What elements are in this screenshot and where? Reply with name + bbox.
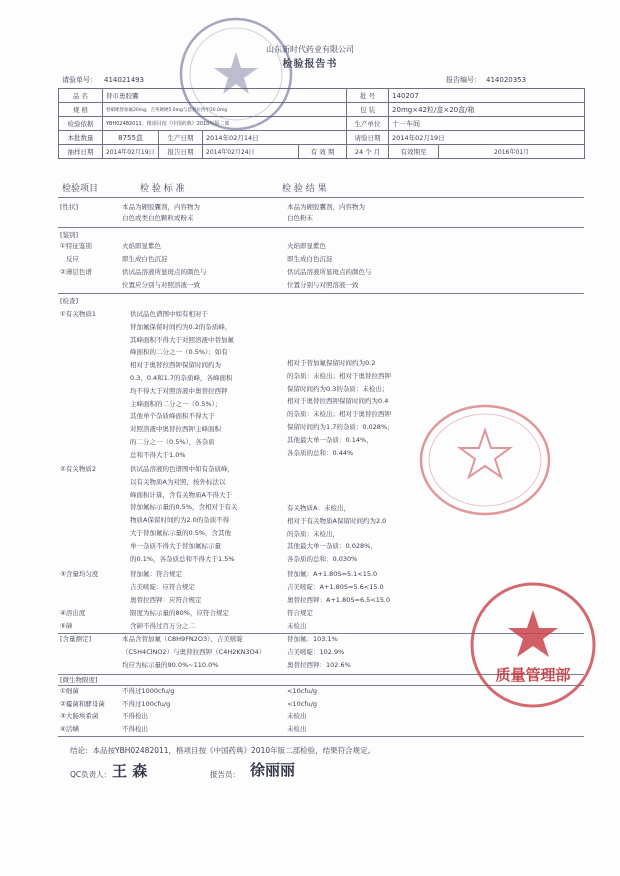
- dissolution-label: ④溶出度: [60, 609, 86, 617]
- product-name: 替市勇胶囊: [103, 89, 347, 103]
- rs2-std-line: 替加氟标示量的0.5%，含相对于有关: [130, 503, 238, 512]
- ident-2-label: ②薄层色谱: [60, 268, 92, 276]
- assay-std-2: （C5H4ClNO2）与奥替拉西钾（C4H2KN3O4）: [122, 648, 266, 656]
- conclusion: 结论：本品按YBH02482011，格项目按《中国药典》2010年版二部检验，结果符合规定。: [70, 746, 376, 755]
- pack-value: 20mg×42粒/盒×20盒/箱: [389, 103, 585, 117]
- micro-label: ④活螨: [60, 724, 79, 733]
- rule-2: [58, 293, 584, 294]
- expiry-value: 2016年01月: [439, 145, 585, 159]
- rs1-res-line: 其他最大单一杂质：0.14%，: [287, 435, 373, 444]
- rs1-res-line: 相对于奥替拉西钾保留时间约为0.4: [287, 397, 389, 406]
- qty-value: 8755盒: [103, 131, 159, 145]
- validity-value: 24 个 月: [347, 145, 389, 159]
- rs2-res-line: 其他最大单一杂质：0.028%，: [287, 542, 377, 551]
- reporter-signature: 徐丽丽: [250, 761, 296, 779]
- req-date: 2014年02月19日: [389, 131, 585, 145]
- micro-res: <10cfu/g: [287, 699, 318, 708]
- assay-res-1: 替加氟：103.1%: [287, 635, 338, 643]
- rs2-std-line: 峰面积计算，含有关物质A不得大于: [130, 490, 232, 499]
- rs1-res-line: 保留时间约为1.7的杂质：0.028%；: [287, 423, 394, 431]
- batch-no: 140207: [389, 89, 585, 103]
- arsenic-std: 含砷不得过百万分之二: [130, 622, 195, 630]
- report-title: 检验报告书: [282, 59, 338, 70]
- rs1-label: ①有关物质1: [60, 310, 96, 318]
- ident-1-std-1: 火焰即显紫色: [122, 242, 161, 250]
- ident-1-std-2: 即生成白色沉淀: [122, 255, 168, 263]
- req-date-label: 请验日期: [347, 131, 389, 145]
- micro-std: 不得检出: [122, 712, 148, 720]
- rs1-std-line: 的二分之一（0.5%），各杂质: [130, 438, 215, 446]
- micro-std: 不得检出: [122, 724, 148, 733]
- info-table: [58, 88, 585, 159]
- rs2-std-line: 物质A保留时间约为2.0的杂质不得: [130, 516, 230, 525]
- assay-res-3: 奥替拉西钾：102.6%: [287, 661, 351, 669]
- ident-1-label: ①特征鉴别: [60, 242, 92, 250]
- report-date: 2014年02月24日: [203, 145, 299, 159]
- rs1-res-line: 各杂质的总和：0.44%: [287, 448, 354, 457]
- pack-label: 包 装: [347, 103, 389, 117]
- qc-signature: 王 森: [112, 762, 148, 780]
- section-micro: [微生物限度]: [60, 676, 98, 684]
- uniformity-res-1: 替加氟：A+1.80S=5.1<15.0: [287, 570, 378, 578]
- sample-no: 414021493: [104, 76, 145, 84]
- rule-1: [58, 227, 584, 228]
- rs2-res-line: 的杂质：未检出，: [287, 529, 339, 538]
- rs2-res-line: 相对于有关物质A保留时间约为2.0: [287, 516, 387, 525]
- rule-6: [58, 736, 584, 737]
- rs2-std-line: 单一杂质不得大于替加氟标示量: [130, 541, 221, 550]
- col-item: 检验项目: [62, 184, 99, 194]
- micro-label: ②霉菌和酵母菌: [60, 699, 105, 708]
- rs1-std-line: 相对于奥替拉西钾保留时间约为: [130, 361, 221, 370]
- ident-1-res-2: 即生成白色沉淀: [287, 255, 333, 263]
- dissolution-std: 限度为标示量的80%，应符合规定: [130, 609, 229, 617]
- rs1-std-line: 0.3，0.4和1.7的杂质峰，各峰面积: [130, 374, 233, 382]
- ident-1-sub: 反应: [66, 255, 79, 263]
- reporter-label: 报告员：: [210, 770, 240, 779]
- rs1-std-line: 其峰面积不得大于对照溶液中替加氟: [130, 335, 234, 344]
- rs2-std-line: 供试品溶液的色谱图中如有杂质峰，: [130, 465, 234, 473]
- sample-date-label: 抽样日期: [59, 145, 103, 159]
- top-stamp: [176, 14, 296, 134]
- sample-no-label: 请验单号：: [62, 76, 97, 84]
- appearance-std-1: 本品为硬胶囊剂，内容物为: [122, 203, 200, 211]
- appearance-res-1: 本品为硬胶囊剂，内容物为: [287, 203, 365, 211]
- ident-2-res-1: 供试品溶液所显斑点的颜色与: [287, 268, 372, 276]
- col-result: 检 验 结 果: [282, 184, 327, 194]
- expiry-label: 有效期至: [389, 145, 439, 159]
- micro-std: 不得过100cfu/g: [122, 699, 171, 708]
- qc-label: QC负责人：: [70, 770, 112, 779]
- rs2-std-line: 以有关物质A为对照，按外标法以: [130, 477, 226, 486]
- prod-date: 2014年02月14日: [203, 131, 347, 145]
- uniformity-label: ③含量均匀度: [60, 570, 99, 578]
- col-standard: 检 验 标 准: [140, 184, 185, 194]
- basis-value: YBH02482011，格项目按《中国药典》2010年版二部: [103, 117, 347, 131]
- report-no-label: 报告编号：: [446, 76, 481, 84]
- name-label: 品 名: [59, 89, 103, 103]
- section-tests: [检查]: [60, 297, 79, 305]
- rs1-res-line: 的杂质：未检出；相对于奥替拉西钾: [287, 410, 391, 419]
- spec-value: 替硝唑替加氟20mg，吉英硬硬5.0mg与恩替拉西甲20.0mg: [103, 103, 347, 117]
- ident-1-res-1: 火焰即显紫色: [287, 242, 326, 250]
- rs1-std-line: 均不得大于对照溶液中奥替拉西钾: [130, 386, 228, 395]
- rs1-res-line: 保留时间约为0.3的杂质：未检出；: [287, 384, 389, 393]
- dept-value: 十一车间: [389, 117, 585, 131]
- rs1-res-line: 相对于替加氟保留时间约为0.2: [287, 359, 376, 367]
- appearance-std-2: 白色或类白色颗粒或粉末: [122, 214, 194, 222]
- micro-std: 不得过1000cfu/g: [122, 687, 175, 695]
- rs2-std-line: 大于替加氟标示量的0.5%，含其他: [130, 529, 232, 537]
- rs1-res-line: 的杂质：未检出；相对于奥替拉西钾: [287, 371, 391, 380]
- section-appearance: [性状]: [60, 203, 79, 211]
- ident-2-res-2: 位置分别与对照溶液一致: [287, 281, 359, 289]
- basis-label: 检验依据: [59, 117, 103, 131]
- header-rule: [58, 197, 584, 198]
- report-no: 414020353: [486, 76, 527, 84]
- company-name: 山东新时代药业有限公司: [266, 45, 354, 54]
- bottom-stamp: [468, 580, 598, 710]
- middle-stamp: [415, 400, 555, 520]
- rs2-std-line: 的0.1%，各杂质总和不得大于1.5%: [130, 554, 235, 563]
- rs1-std-line: 总和不得大于1.0%: [130, 450, 186, 459]
- dept-label: 生产单位: [347, 117, 389, 131]
- arsenic-res: 未检出: [287, 622, 307, 630]
- section-ident: [鉴别]: [60, 231, 79, 239]
- validity-label: 有 效 期: [299, 145, 347, 159]
- rs2-label: ②有关物质2: [60, 465, 96, 473]
- dissolution-res: 符合规定: [287, 609, 313, 617]
- ident-2-std-1: 供试品溶液所显斑点的颜色与: [122, 268, 207, 276]
- micro-res: 未检出: [287, 724, 307, 733]
- micro-res: 未检出: [287, 712, 307, 720]
- report-date-label: 报告日期: [159, 145, 203, 159]
- qty-label: 本批数量: [59, 131, 103, 145]
- sample-date: 2014年02月19日: [103, 145, 159, 159]
- section-assay: [含量测定]: [60, 635, 92, 643]
- assay-res-2: 吉美嘧啶：102.9%: [287, 648, 345, 656]
- rs2-res-line: 有关物质A：未检出，: [287, 504, 350, 512]
- spec-label: 规 格: [59, 103, 103, 117]
- micro-res: <10cfu/g: [287, 687, 318, 695]
- rs1-std-line: 供试品色谱图中如有相对于: [130, 310, 208, 318]
- micro-label: ①细菌: [60, 687, 79, 695]
- micro-label: ③大肠埃希菌: [60, 712, 99, 720]
- uniformity-res-3: 奥替拉西钾：A+1.80S=6.5<15.0: [287, 596, 391, 604]
- rs1-std-line: 对照溶液中奥替拉西钾主峰面积: [130, 425, 221, 434]
- uniformity-std-2: 吉美嘧啶：应符合规定: [130, 583, 195, 591]
- prod-date-label: 生产日期: [159, 131, 203, 145]
- uniformity-std-3: 奥替拉西钾：应符合规定: [130, 596, 202, 604]
- assay-std-1: 本品含替加氟（C8H9FN2O3）、吉美嘧啶: [122, 635, 243, 643]
- assay-std-3: 均应为标示量的90.0%~110.0%: [122, 661, 219, 669]
- rs1-std-line: 其他单个杂质峰面积不得大于: [130, 412, 215, 421]
- uniformity-std-1: 替加氟：符合规定: [130, 570, 182, 578]
- uniformity-res-2: 吉美嘧啶：A+1.80S=5.6<15.0: [287, 583, 384, 591]
- ident-2-std-2: 位置应分别与对照溶液一致: [122, 281, 200, 289]
- batch-label: 批 号: [347, 89, 389, 103]
- arsenic-label: ⑤砷: [60, 622, 73, 630]
- rs1-std-line: 替加氟保留时间约为0.2的杂质峰，: [130, 322, 232, 331]
- rs1-std-line: 主峰面积的二分之一（0.5%）；: [130, 399, 222, 408]
- rs1-std-line: 峰面积的二分之一（0.5%）；如有: [130, 348, 228, 357]
- rs2-res-line: 各杂质的总和：0.030%: [287, 555, 358, 564]
- appearance-res-2: 白色粉末: [287, 214, 313, 222]
- bottom-stamp-dept: 质量管理部: [495, 666, 571, 684]
